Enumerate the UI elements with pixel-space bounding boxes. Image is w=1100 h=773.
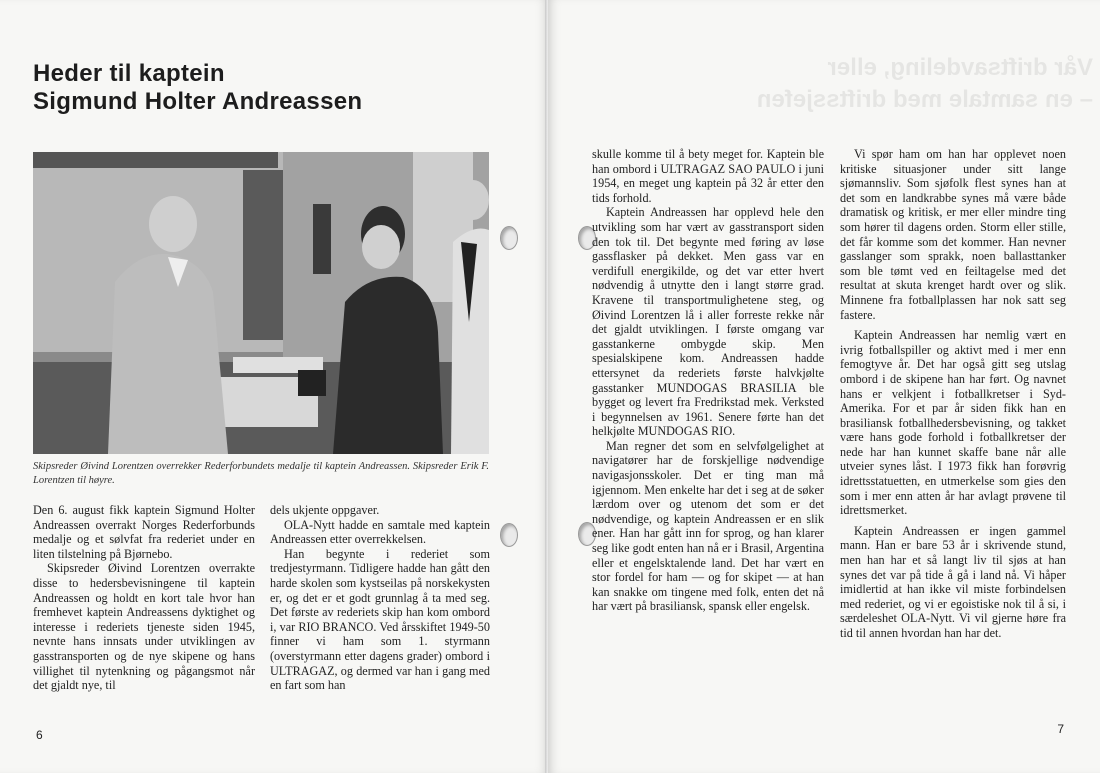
paragraph: Han begynte i rederiet som tredjestyrmann. Tidligere hadde han gått den harde skolen som kystseilas på norskekysten er, og det er et godt grunnlag å ta med seg. Det første av rederiets skip han kom ombord i, var RIO BRANCO. Ved årsskiftet 1949-50 finner vi ham som 1. styrmann (overstyrmann etter dagens grader) ombord i ULTRAGAZ, og dermed var han i gang med en fart som han [270,546,490,693]
photo-illustration [33,152,489,454]
page-number-left: 6 [36,728,43,742]
article-photo [33,152,489,454]
left-column-2 [270,503,490,693]
left-page [0,0,548,773]
show-through-line-1: Vår driftsavdeling, eller [827,54,1093,81]
right-column-2 [840,147,1066,641]
title-line-2: Sigmund Holter Andreassen [33,88,363,115]
binder-hole [500,226,518,250]
show-through-line-2: – en samtale med driftssjefen [756,86,1093,113]
article-title [33,60,362,116]
paragraph: Kaptein Andreassen er ingen gammel mann. Han er bare 53 år i skrivende stund, men han har et så langt liv til sjøs at han synes det var på tide å gå i land nå. Vi håper imidlertid at han ikke vil miste forbindelsen med rederiet, og vi er egoistiske nok til å si, i særdeleshet OLA-Nytt. Vi vil gjerne høre fra tid til annen hvordan han har det. [840,523,1066,640]
right-page [548,0,1100,773]
paragraph: Man regner det som en selvfølgelighet at navigatører har de forskjellige nødvendige navigasjonsskoler. Det er ting man må igjennom. Men enkelte har det i seg at de søker lærdom over og utenom det som er det nødvendige, og kaptein Andreassen er en slik ener. Han har gått inn for sprog, og han klarer seg like godt enten han nå er i Brasil, Argentina eller et engelsktalende land. Det har vært en stor fordel for ham — og for skipet — at han kan snakke om tingene med folk, enten det nå har vært på brasiliansk, spansk eller engelsk. [592,438,824,614]
paragraph: dels ukjente oppgaver. [270,503,380,517]
paragraph: Kaptein Andreassen har opplevd hele den utvikling som har vært av gasstransport siden den tok til. Det begynte med føring av løse gassflasker på dekket. Men gass var en verdifull energikilde, og det var etter hvert nødvendig å utnytte den i langt større grad. Kravene til transportmulighetene steg, og Øivind Lorentzen lå i aller forreste rekke når det gjaldt utviklingen. I første omgang var gasstankerne ombygde skip. Men spesialskipene kom. Andreassen hadde ettersynet da rederiets første halvkjølte gasstanker MUNDOGAS BRASILIA ble bygget og levert fra Fredrikstad mek. Verksted i begynnelsen av 1961. Senere førte han det helkjølte MUNDOGAS RIO. [592,205,824,439]
paragraph: Kaptein Andreassen har nemlig vært en ivrig fotballspiller og aktivt med i mer enn femogtyve år. Det har også gitt seg utslag ombord i de skipene han har ført. Og navnet hans er velkjent i fotballkretser i Syd-Amerika. For et par år siden fikk han en brasiliansk fotballhedersbevisning, og takket være hans gode forhold i fotballkretser der nede har han kunnet skaffe bane når alle utveier synes låst. I 1973 fikk han forøvrig idrettsstatuetten, en utmerkelse som gies den som i mer enn atten år har avlagt prøvene til idrettsmerket. [840,328,1066,518]
title-line-1: Heder til kaptein [33,60,225,87]
paragraph: Den 6. august fikk kaptein Sigmund Holter Andreassen overrakt Norges Rederforbunds medalje og et sølvfat fra rederiet under en liten tilstelning på Bjørnebo. [33,503,255,561]
paragraph: Skipsreder Øivind Lorentzen overrakte disse to hedersbevisningene til kaptein Andreassen og holdt en kort tale hvor han fremhevet kaptein Andreassens dyktighet og interesse i rederiets tjeneste siden 1945, nevnte hans innsats under utviklingen av gasstransporten og de nye skipene og hans villighet til nytenkning og pågangsmot når det gjaldt nye, til [33,561,255,693]
paragraph: OLA-Nytt hadde en samtale med kaptein Andreassen etter overrekkelsen. [270,517,490,547]
right-column-1 [592,147,824,614]
show-through-text [753,52,1093,116]
paragraph: Vi spør ham om han har opplevet noen kritiske situasjoner under sitt lange sjømannsliv. Som sjøfolk flest synes han at det som en landkrabbe synes må være både dramatisk og kritisk, er mer eller mindre ting som hører til dagens orden. Storm eller stille, det får komme som det kommer. Han nevner gasslanger som sprakk, noen ballasttanker som ble tømt ved en feiltagelse med det resultat at skuta krenget hardt over og slik. Minnene fra fotballplassen har nok satt seg fastere. [840,147,1066,322]
left-column-1 [33,503,255,693]
paragraph: skulle komme til å bety meget for. Kaptein ble han ombord i ULTRAGAZ SAO PAULO i juni 1954, en meget ung kaptein på 32 år etter den tids forhold. [592,147,824,205]
page-number-right: 7 [1057,722,1064,736]
photo-caption: Skipsreder Øivind Lorentzen overrekker Rederforbundets medalje til kaptein Andreassen. Skipsreder Erik F. Lorentzen til høyre. [33,461,489,486]
binder-hole [500,523,518,547]
